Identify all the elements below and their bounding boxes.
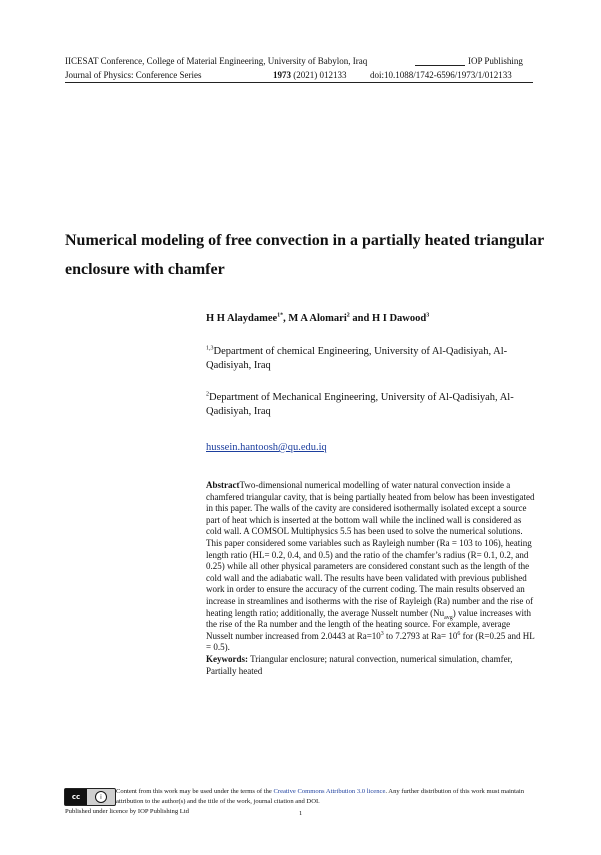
author-separator: and xyxy=(349,313,372,324)
license-text: . Any further distribution of this work must maintain attribution to the author(s) and the title of the work, journal citation and DOI. xyxy=(116,788,525,805)
attribution-icon: i xyxy=(95,791,107,803)
cc-license-badge-icon[interactable] xyxy=(64,788,116,806)
author-affil-sup: 1* xyxy=(277,312,284,319)
cc-logo-icon: cc xyxy=(65,789,87,805)
header-rule xyxy=(65,82,533,83)
author-name: H H Alaydamee xyxy=(206,313,278,324)
author-affil-sup: 3 xyxy=(426,312,430,319)
abstract-text: for (R=0.25 and HL = 0.5). xyxy=(206,630,535,653)
doi: doi:10.1088/1742-6596/1973/1/012133 xyxy=(370,70,512,80)
journal-issue: (2021) 012133 xyxy=(293,70,347,80)
publisher-footer: Published under licence by IOP Publishing Ltd xyxy=(65,808,189,815)
abstract-label: Abstract xyxy=(206,480,240,490)
abstract-exponent: 6 xyxy=(457,630,461,637)
journal-volume-line xyxy=(273,69,347,81)
paper-title: Numerical modeling of free convection in a partially heated triangular enclosure with chamfer xyxy=(65,232,544,278)
affiliation-sup: 2 xyxy=(206,391,209,398)
license-notice xyxy=(116,787,536,807)
affiliation-text: Department of chemical Engineering, University of Al-Qadisiyah, Al-Qadisiyah, Iraq xyxy=(206,346,508,371)
journal-volume: 1973 xyxy=(273,70,291,80)
author-name: M A Alomari xyxy=(288,313,347,324)
author-name: H I Dawood xyxy=(371,313,427,324)
header-underline xyxy=(415,65,465,66)
abstract-subscript: avg xyxy=(444,614,453,621)
page-number: 1 xyxy=(299,810,303,817)
author-separator: , xyxy=(283,313,289,324)
license-text: Content from this work may be used under the terms of the xyxy=(116,788,274,795)
affiliation xyxy=(206,345,536,373)
abstract-text: ) value increases with the rise of the Ra number and the length of the heating source. For example, average Nusselt number increased from 2.0443 at Ra=10 xyxy=(206,607,531,641)
keywords-text: Triangular enclosure; natural convection, numerical simulation, chamfer, Partially heated xyxy=(206,653,513,676)
author-affil-sup: 2 xyxy=(346,312,350,319)
author-email-link[interactable]: hussein.hantoosh@qu.edu.iq xyxy=(206,442,327,453)
abstract-exponent: 3 xyxy=(380,630,384,637)
affiliation-sup: 1,3 xyxy=(206,345,214,352)
keywords-label: Keywords: xyxy=(206,653,248,664)
affiliation-text: Department of Mechanical Engineering, University of Al-Qadisiyah, Al-Qadisiyah, Iraq xyxy=(206,392,514,417)
journal-name: Journal of Physics: Conference Series xyxy=(65,70,202,80)
abstract-text: to 7.2793 at Ra= 10 xyxy=(383,630,458,641)
abstract xyxy=(206,480,536,677)
affiliation xyxy=(206,391,536,419)
publisher-name: IOP Publishing xyxy=(468,56,523,66)
license-link[interactable]: Creative Commons Attribution 3.0 licence xyxy=(273,788,386,795)
conference-header: IICESAT Conference, College of Material Engineering, University of Babylon, Iraq xyxy=(65,56,368,66)
author-list xyxy=(206,313,429,324)
abstract-text: Two-dimensional numerical modelling of water natural convection inside a chamfered triangular cavity, that is being partially heated from below has been investigated in this paper. The walls of the cavity are considered isothermally isolated except a source part of heat which is inserted at the bottom wall while the inclined wall is considered as cold wall. A COMSOL Multiphysics 5.5 has been used to solve the numerical solutions. This paper considered some variables such as Rayleigh number (Ra = 103 to 106), heating length ratio (HL= 0.2, 0.4, and 0.5) and the ratio of the chamfer’s radius (R= 0.1, 0.2, and 0.25) while all other physical parameters are considered constant such as the length of the cold wall and the adiabatic wall. The results have been validated with previous published work in order to ensure the accuracy of the current coding. The main results observed an increase in streamlines and isotherms with the rise of Rayleigh (Ra) number and the rise of heating length ratio; additionally, the average Nusselt number (Nu xyxy=(206,480,535,618)
